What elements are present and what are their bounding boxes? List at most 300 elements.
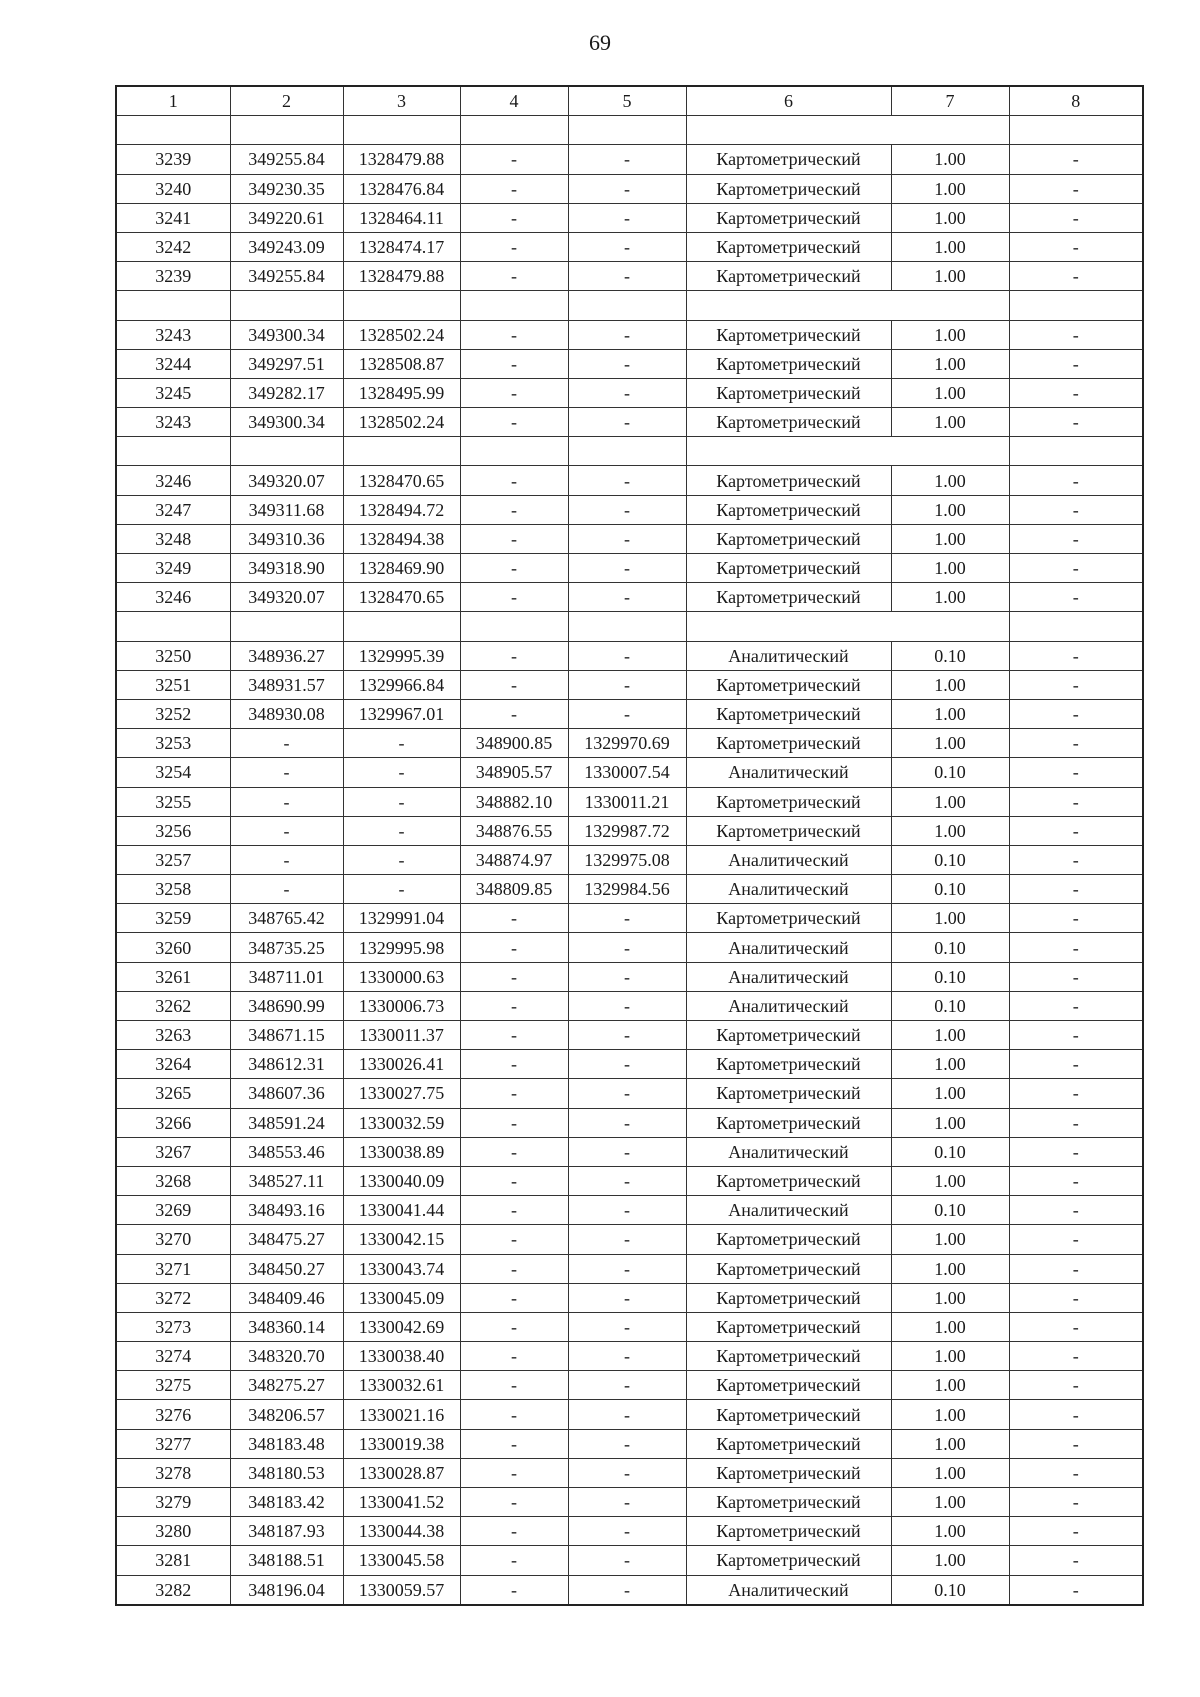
cell-col-2: 349282.17 <box>230 378 343 407</box>
cell-col-4: - <box>460 1108 568 1137</box>
cell-col-3: 1329966.84 <box>343 670 460 699</box>
cell-col-7: 1.00 <box>891 1254 1009 1283</box>
cell-col-1: 3246 <box>116 466 230 495</box>
cell-col-2: - <box>230 787 343 816</box>
cell-col-2: 349318.90 <box>230 554 343 583</box>
cell-col-1: 3243 <box>116 320 230 349</box>
cell-col-2: 348180.53 <box>230 1458 343 1487</box>
cell-col-4: - <box>460 524 568 553</box>
table-row <box>116 1225 1143 1254</box>
cell-col-7: 1.00 <box>891 1429 1009 1458</box>
cell-col-1: 3240 <box>116 174 230 203</box>
table-row <box>116 1546 1143 1575</box>
cell-col-5: 1330007.54 <box>568 758 686 787</box>
cell-col-7: 1.00 <box>891 1371 1009 1400</box>
cell-col-2: - <box>230 729 343 758</box>
cell-col-6: Картометрический <box>686 1166 891 1195</box>
empty-cell <box>116 612 230 641</box>
column-header-6: 6 <box>686 86 891 116</box>
cell-col-8: - <box>1009 554 1143 583</box>
cell-col-4: - <box>460 583 568 612</box>
cell-col-8: - <box>1009 1225 1143 1254</box>
cell-col-5: - <box>568 495 686 524</box>
cell-col-2: 349311.68 <box>230 495 343 524</box>
cell-col-7: 0.10 <box>891 1575 1009 1605</box>
cell-col-7: 0.10 <box>891 962 1009 991</box>
cell-col-3: 1328474.17 <box>343 232 460 261</box>
cell-col-1: 3268 <box>116 1166 230 1195</box>
cell-col-4: - <box>460 554 568 583</box>
table-row <box>116 641 1143 670</box>
cell-col-6: Картометрический <box>686 1254 891 1283</box>
cell-col-2: 349320.07 <box>230 583 343 612</box>
cell-col-2: 348936.27 <box>230 641 343 670</box>
cell-col-1: 3282 <box>116 1575 230 1605</box>
cell-col-5: - <box>568 524 686 553</box>
table-row <box>116 1575 1143 1605</box>
cell-col-1: 3279 <box>116 1488 230 1517</box>
cell-col-1: 3256 <box>116 816 230 845</box>
cell-col-3: 1328494.38 <box>343 524 460 553</box>
cell-col-4: - <box>460 495 568 524</box>
cell-col-7: 1.00 <box>891 816 1009 845</box>
cell-col-3: 1330038.89 <box>343 1137 460 1166</box>
cell-col-6: Картометрический <box>686 699 891 728</box>
cell-col-1: 3245 <box>116 378 230 407</box>
cell-col-1: 3247 <box>116 495 230 524</box>
column-header-8: 8 <box>1009 86 1143 116</box>
cell-col-5: - <box>568 378 686 407</box>
separator-row <box>116 437 1143 466</box>
cell-col-4: - <box>460 174 568 203</box>
cell-col-4: - <box>460 378 568 407</box>
cell-col-7: 1.00 <box>891 524 1009 553</box>
cell-col-4: 348809.85 <box>460 875 568 904</box>
cell-col-8: - <box>1009 378 1143 407</box>
cell-col-4: - <box>460 1079 568 1108</box>
cell-col-6: Картометрический <box>686 145 891 174</box>
cell-col-5: - <box>568 641 686 670</box>
cell-col-2: 348188.51 <box>230 1546 343 1575</box>
cell-col-8: - <box>1009 495 1143 524</box>
cell-col-7: 1.00 <box>891 1488 1009 1517</box>
empty-cell <box>568 116 686 145</box>
cell-col-5: - <box>568 1021 686 1050</box>
cell-col-4: - <box>460 1196 568 1225</box>
cell-col-2: 349310.36 <box>230 524 343 553</box>
cell-col-5: - <box>568 1546 686 1575</box>
cell-col-1: 3264 <box>116 1050 230 1079</box>
cell-col-8: - <box>1009 1196 1143 1225</box>
column-header-3: 3 <box>343 86 460 116</box>
cell-col-6: Картометрический <box>686 203 891 232</box>
empty-cell <box>343 291 460 320</box>
cell-col-4: - <box>460 1137 568 1166</box>
cell-col-6: Картометрический <box>686 787 891 816</box>
cell-col-8: - <box>1009 232 1143 261</box>
cell-col-1: 3262 <box>116 991 230 1020</box>
cell-col-3: 1328469.90 <box>343 554 460 583</box>
cell-col-8: - <box>1009 845 1143 874</box>
cell-col-4: - <box>460 933 568 962</box>
cell-col-2: 348612.31 <box>230 1050 343 1079</box>
cell-col-2: 348591.24 <box>230 1108 343 1137</box>
cell-col-5: - <box>568 1488 686 1517</box>
cell-col-3: - <box>343 729 460 758</box>
cell-col-4: - <box>460 1371 568 1400</box>
cell-col-5: 1329984.56 <box>568 875 686 904</box>
cell-col-3: 1328479.88 <box>343 262 460 291</box>
separator-row <box>116 291 1143 320</box>
cell-col-6: Картометрический <box>686 1488 891 1517</box>
cell-col-2: 349230.35 <box>230 174 343 203</box>
cell-col-3: 1330043.74 <box>343 1254 460 1283</box>
cell-col-7: 1.00 <box>891 1458 1009 1487</box>
table-row <box>116 1079 1143 1108</box>
cell-col-5: - <box>568 1458 686 1487</box>
cell-col-3: 1330041.52 <box>343 1488 460 1517</box>
cell-col-6: Картометрический <box>686 583 891 612</box>
cell-col-6: Картометрический <box>686 174 891 203</box>
table-row <box>116 466 1143 495</box>
cell-col-2: 349243.09 <box>230 232 343 261</box>
cell-col-7: 1.00 <box>891 1517 1009 1546</box>
table-row <box>116 262 1143 291</box>
cell-col-2: - <box>230 758 343 787</box>
cell-col-8: - <box>1009 262 1143 291</box>
cell-col-1: 3252 <box>116 699 230 728</box>
cell-col-3: 1330045.09 <box>343 1283 460 1312</box>
cell-col-6: Картометрический <box>686 262 891 291</box>
empty-cell <box>230 612 343 641</box>
cell-col-5: 1330011.21 <box>568 787 686 816</box>
cell-col-8: - <box>1009 1546 1143 1575</box>
cell-col-6: Картометрический <box>686 1283 891 1312</box>
cell-col-4: - <box>460 1458 568 1487</box>
cell-col-4: 348882.10 <box>460 787 568 816</box>
cell-col-5: - <box>568 670 686 699</box>
cell-col-3: 1330000.63 <box>343 962 460 991</box>
cell-col-2: 348183.48 <box>230 1429 343 1458</box>
cell-col-6: Аналитический <box>686 933 891 962</box>
cell-col-1: 3255 <box>116 787 230 816</box>
cell-col-5: - <box>568 1429 686 1458</box>
cell-col-5: - <box>568 991 686 1020</box>
cell-col-6: Картометрический <box>686 904 891 933</box>
cell-col-5: - <box>568 1079 686 1108</box>
cell-col-4: - <box>460 1254 568 1283</box>
cell-col-7: 1.00 <box>891 1546 1009 1575</box>
cell-col-2: 348671.15 <box>230 1021 343 1050</box>
table-row <box>116 845 1143 874</box>
cell-col-2: 348711.01 <box>230 962 343 991</box>
table-row <box>116 174 1143 203</box>
cell-col-5: - <box>568 1225 686 1254</box>
separator-row <box>116 612 1143 641</box>
cell-col-3: 1328508.87 <box>343 349 460 378</box>
table-row <box>116 816 1143 845</box>
cell-col-4: 348905.57 <box>460 758 568 787</box>
cell-col-8: - <box>1009 787 1143 816</box>
cell-col-2: 348930.08 <box>230 699 343 728</box>
empty-cell <box>686 116 1009 145</box>
column-header-7: 7 <box>891 86 1009 116</box>
cell-col-1: 3273 <box>116 1312 230 1341</box>
cell-col-3: 1330040.09 <box>343 1166 460 1195</box>
cell-col-4: - <box>460 641 568 670</box>
cell-col-4: - <box>460 1283 568 1312</box>
cell-col-1: 3248 <box>116 524 230 553</box>
empty-cell <box>343 437 460 466</box>
cell-col-4: - <box>460 145 568 174</box>
cell-col-4: - <box>460 466 568 495</box>
cell-col-3: 1328502.24 <box>343 408 460 437</box>
cell-col-7: 1.00 <box>891 699 1009 728</box>
cell-col-2: 349255.84 <box>230 262 343 291</box>
cell-col-8: - <box>1009 1166 1143 1195</box>
cell-col-8: - <box>1009 1283 1143 1312</box>
cell-col-4: - <box>460 203 568 232</box>
cell-col-6: Картометрический <box>686 1312 891 1341</box>
table-row <box>116 1050 1143 1079</box>
cell-col-5: - <box>568 174 686 203</box>
cell-col-3: 1330032.61 <box>343 1371 460 1400</box>
cell-col-6: Аналитический <box>686 758 891 787</box>
cell-col-3: 1328464.11 <box>343 203 460 232</box>
cell-col-8: - <box>1009 466 1143 495</box>
cell-col-1: 3261 <box>116 962 230 991</box>
empty-cell <box>460 291 568 320</box>
cell-col-1: 3274 <box>116 1342 230 1371</box>
cell-col-5: - <box>568 408 686 437</box>
table-row <box>116 1488 1143 1517</box>
empty-cell <box>343 612 460 641</box>
cell-col-5: - <box>568 583 686 612</box>
empty-cell <box>116 437 230 466</box>
column-header-5: 5 <box>568 86 686 116</box>
cell-col-8: - <box>1009 1429 1143 1458</box>
cell-col-4: - <box>460 1021 568 1050</box>
empty-cell <box>460 116 568 145</box>
cell-col-2: 348527.11 <box>230 1166 343 1195</box>
cell-col-4: - <box>460 1400 568 1429</box>
cell-col-1: 3266 <box>116 1108 230 1137</box>
cell-col-3: 1330042.15 <box>343 1225 460 1254</box>
table-row <box>116 875 1143 904</box>
cell-col-8: - <box>1009 1021 1143 1050</box>
table-row <box>116 145 1143 174</box>
cell-col-5: - <box>568 1254 686 1283</box>
cell-col-8: - <box>1009 816 1143 845</box>
cell-col-4: - <box>460 232 568 261</box>
cell-col-7: 1.00 <box>891 495 1009 524</box>
cell-col-8: - <box>1009 145 1143 174</box>
cell-col-8: - <box>1009 203 1143 232</box>
cell-col-5: - <box>568 1108 686 1137</box>
cell-col-4: - <box>460 1575 568 1605</box>
cell-col-2: - <box>230 845 343 874</box>
cell-col-1: 3239 <box>116 145 230 174</box>
cell-col-7: 1.00 <box>891 466 1009 495</box>
table-row <box>116 904 1143 933</box>
cell-col-1: 3263 <box>116 1021 230 1050</box>
cell-col-3: 1330059.57 <box>343 1575 460 1605</box>
column-header-2: 2 <box>230 86 343 116</box>
empty-cell <box>460 612 568 641</box>
cell-col-4: - <box>460 349 568 378</box>
empty-cell <box>1009 116 1143 145</box>
cell-col-2: 348187.93 <box>230 1517 343 1546</box>
cell-col-6: Аналитический <box>686 1575 891 1605</box>
cell-col-7: 1.00 <box>891 1283 1009 1312</box>
cell-col-4: 348900.85 <box>460 729 568 758</box>
table-row <box>116 1517 1143 1546</box>
cell-col-1: 3251 <box>116 670 230 699</box>
cell-col-8: - <box>1009 1575 1143 1605</box>
cell-col-7: 1.00 <box>891 787 1009 816</box>
cell-col-3: 1330006.73 <box>343 991 460 1020</box>
cell-col-8: - <box>1009 174 1143 203</box>
cell-col-5: - <box>568 1283 686 1312</box>
empty-cell <box>686 437 1009 466</box>
cell-col-6: Картометрический <box>686 554 891 583</box>
cell-col-5: - <box>568 1400 686 1429</box>
cell-col-5: 1329970.69 <box>568 729 686 758</box>
cell-col-1: 3242 <box>116 232 230 261</box>
cell-col-8: - <box>1009 524 1143 553</box>
cell-col-7: 1.00 <box>891 583 1009 612</box>
cell-col-8: - <box>1009 758 1143 787</box>
cell-col-1: 3265 <box>116 1079 230 1108</box>
table-row <box>116 787 1143 816</box>
cell-col-4: - <box>460 1488 568 1517</box>
cell-col-2: 348409.46 <box>230 1283 343 1312</box>
coordinates-table <box>115 85 1144 1606</box>
cell-col-7: 1.00 <box>891 203 1009 232</box>
cell-col-1: 3241 <box>116 203 230 232</box>
cell-col-6: Картометрический <box>686 729 891 758</box>
cell-col-2: 348475.27 <box>230 1225 343 1254</box>
cell-col-5: - <box>568 203 686 232</box>
cell-col-2: 348931.57 <box>230 670 343 699</box>
cell-col-7: 1.00 <box>891 1342 1009 1371</box>
cell-col-5: - <box>568 320 686 349</box>
cell-col-6: Картометрический <box>686 466 891 495</box>
cell-col-5: - <box>568 1575 686 1605</box>
table-row <box>116 1458 1143 1487</box>
cell-col-7: 1.00 <box>891 378 1009 407</box>
cell-col-4: - <box>460 1225 568 1254</box>
cell-col-1: 3272 <box>116 1283 230 1312</box>
cell-col-8: - <box>1009 641 1143 670</box>
cell-col-6: Картометрический <box>686 524 891 553</box>
table-row <box>116 699 1143 728</box>
cell-col-5: - <box>568 466 686 495</box>
cell-col-7: 0.10 <box>891 1196 1009 1225</box>
cell-col-3: 1328470.65 <box>343 583 460 612</box>
cell-col-7: 1.00 <box>891 232 1009 261</box>
cell-col-2: - <box>230 875 343 904</box>
empty-cell <box>686 612 1009 641</box>
cell-col-8: - <box>1009 1488 1143 1517</box>
cell-col-8: - <box>1009 1137 1143 1166</box>
cell-col-3: 1328476.84 <box>343 174 460 203</box>
cell-col-5: - <box>568 1371 686 1400</box>
cell-col-8: - <box>1009 320 1143 349</box>
cell-col-7: 1.00 <box>891 729 1009 758</box>
cell-col-2: 348320.70 <box>230 1342 343 1371</box>
cell-col-6: Картометрический <box>686 1371 891 1400</box>
cell-col-6: Картометрический <box>686 1225 891 1254</box>
cell-col-4: - <box>460 1429 568 1458</box>
cell-col-7: 1.00 <box>891 320 1009 349</box>
cell-col-1: 3258 <box>116 875 230 904</box>
cell-col-7: 1.00 <box>891 1312 1009 1341</box>
cell-col-3: 1328502.24 <box>343 320 460 349</box>
cell-col-2: 348275.27 <box>230 1371 343 1400</box>
cell-col-5: - <box>568 1342 686 1371</box>
cell-col-7: 0.10 <box>891 875 1009 904</box>
cell-col-1: 3254 <box>116 758 230 787</box>
cell-col-8: - <box>1009 1458 1143 1487</box>
cell-col-3: 1329991.04 <box>343 904 460 933</box>
table-row <box>116 320 1143 349</box>
cell-col-5: - <box>568 1137 686 1166</box>
cell-col-7: 0.10 <box>891 1137 1009 1166</box>
cell-col-1: 3249 <box>116 554 230 583</box>
cell-col-6: Аналитический <box>686 1137 891 1166</box>
cell-col-1: 3276 <box>116 1400 230 1429</box>
cell-col-7: 1.00 <box>891 1166 1009 1195</box>
cell-col-7: 1.00 <box>891 1108 1009 1137</box>
cell-col-2: 348765.42 <box>230 904 343 933</box>
cell-col-7: 1.00 <box>891 670 1009 699</box>
cell-col-1: 3270 <box>116 1225 230 1254</box>
cell-col-5: 1329987.72 <box>568 816 686 845</box>
cell-col-3: 1330041.44 <box>343 1196 460 1225</box>
cell-col-6: Картометрический <box>686 1517 891 1546</box>
table-row <box>116 933 1143 962</box>
cell-col-3: 1330026.41 <box>343 1050 460 1079</box>
cell-col-8: - <box>1009 1108 1143 1137</box>
cell-col-6: Аналитический <box>686 875 891 904</box>
cell-col-8: - <box>1009 1050 1143 1079</box>
cell-col-6: Аналитический <box>686 991 891 1020</box>
cell-col-3: 1330044.38 <box>343 1517 460 1546</box>
table-row <box>116 378 1143 407</box>
cell-col-2: 348450.27 <box>230 1254 343 1283</box>
cell-col-2: 349220.61 <box>230 203 343 232</box>
cell-col-6: Картометрический <box>686 1021 891 1050</box>
cell-col-6: Картометрический <box>686 1546 891 1575</box>
cell-col-8: - <box>1009 1079 1143 1108</box>
table-row <box>116 203 1143 232</box>
table-body <box>116 116 1143 1605</box>
cell-col-7: 1.00 <box>891 1079 1009 1108</box>
cell-col-5: - <box>568 145 686 174</box>
cell-col-1: 3239 <box>116 262 230 291</box>
cell-col-8: - <box>1009 904 1143 933</box>
cell-col-6: Аналитический <box>686 1196 891 1225</box>
cell-col-3: 1330038.40 <box>343 1342 460 1371</box>
cell-col-8: - <box>1009 349 1143 378</box>
empty-cell <box>460 437 568 466</box>
cell-col-6: Картометрический <box>686 378 891 407</box>
cell-col-1: 3271 <box>116 1254 230 1283</box>
cell-col-6: Картометрический <box>686 816 891 845</box>
cell-col-4: - <box>460 904 568 933</box>
cell-col-3: 1330045.58 <box>343 1546 460 1575</box>
